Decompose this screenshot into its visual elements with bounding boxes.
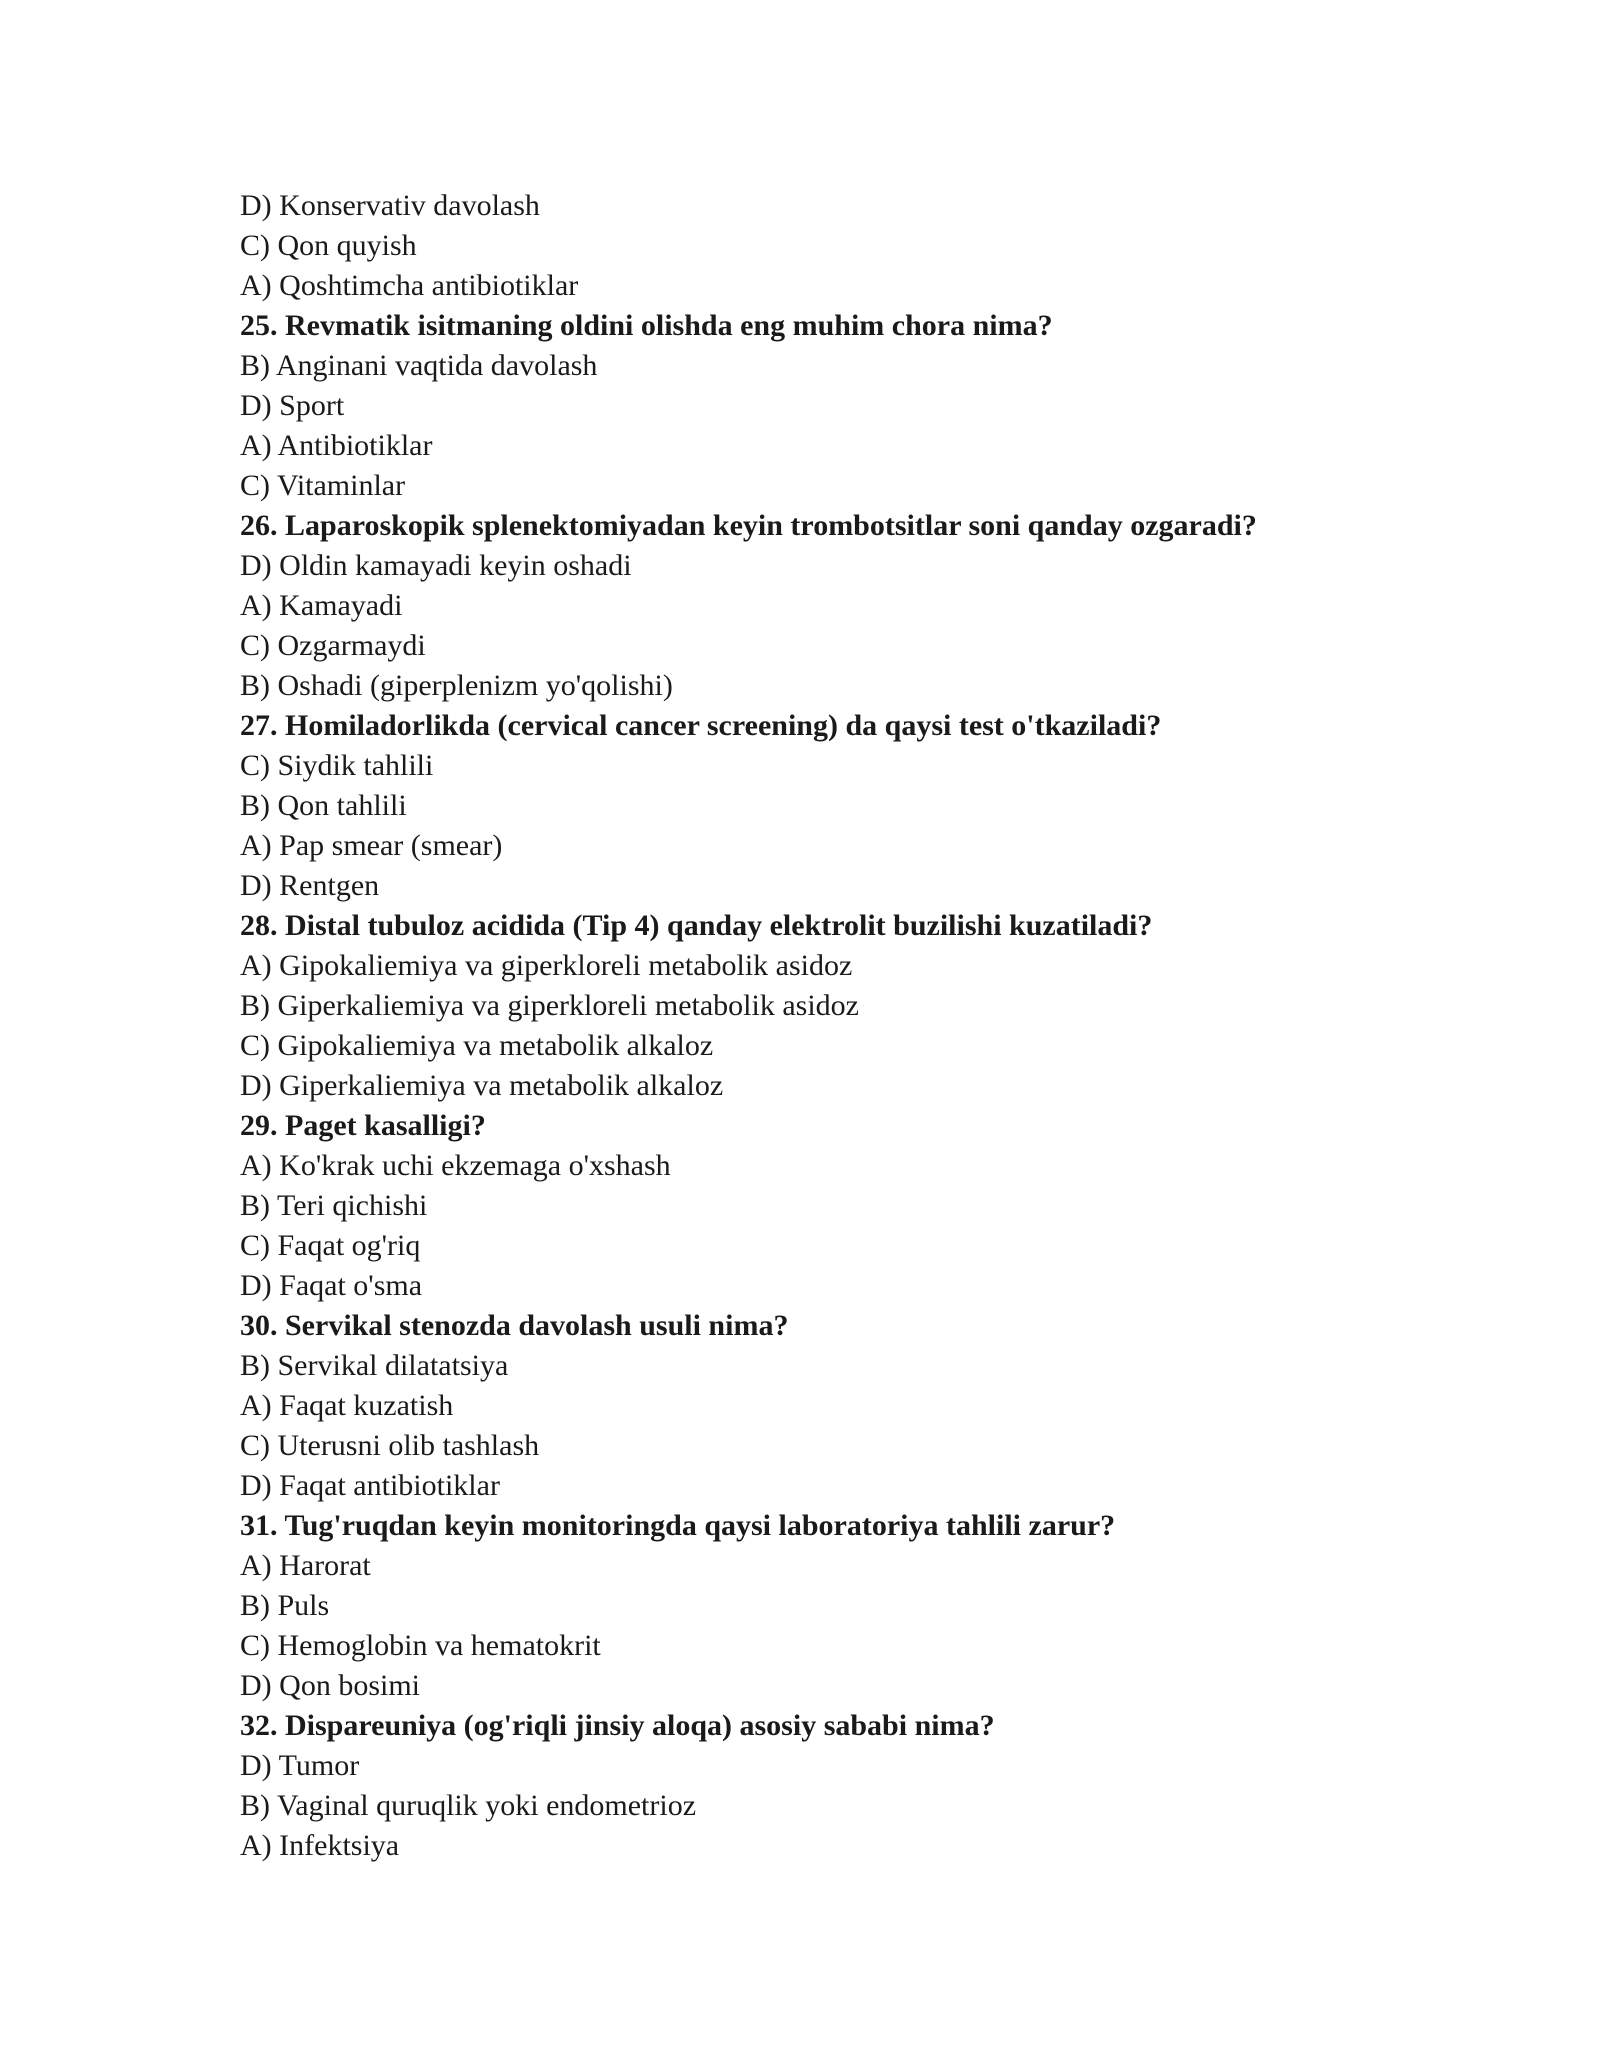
question-heading: 32. Dispareuniya (og'riqli jinsiy aloqa) asosiy sababi nima?	[240, 1709, 995, 1742]
answer-option: C) Vitaminlar	[240, 469, 406, 502]
answer-option: A) Antibiotiklar	[240, 429, 433, 462]
answer-option: D) Qon bosimi	[240, 1669, 420, 1702]
answer-option: A) Ko'krak uchi ekzemaga o'xshash	[240, 1149, 671, 1182]
answer-option: D) Tumor	[240, 1749, 360, 1782]
question-heading: 26. Laparoskopik splenektomiyadan keyin trombotsitlar soni qanday ozgaradi?	[240, 509, 1257, 542]
answer-option: D) Faqat o'sma	[240, 1269, 423, 1302]
answer-option: D) Giperkaliemiya va metabolik alkaloz	[240, 1069, 724, 1102]
answer-option: B) Puls	[240, 1589, 330, 1622]
answer-option: B) Teri qichishi	[240, 1189, 428, 1222]
question-heading: 31. Tug'ruqdan keyin monitoringda qaysi laboratoriya tahlili zarur?	[240, 1509, 1116, 1542]
answer-option: C) Gipokaliemiya va metabolik alkaloz	[240, 1029, 714, 1062]
answer-option: A) Faqat kuzatish	[240, 1389, 454, 1422]
answer-option: B) Qon tahlili	[240, 789, 407, 822]
answer-option: C) Faqat og'riq	[240, 1229, 421, 1262]
answer-option: D) Rentgen	[240, 869, 380, 902]
question-heading: 30. Servikal stenozda davolash usuli nima?	[240, 1309, 789, 1342]
question-heading: 27. Homiladorlikda (cervical cancer screening) da qaysi test o'tkaziladi?	[240, 709, 1162, 742]
answer-option: A) Infektsiya	[240, 1829, 400, 1862]
document-body	[240, 186, 1440, 1866]
question-heading: 29. Paget kasalligi?	[240, 1109, 486, 1142]
answer-option: B) Oshadi (giperplenizm yo'qolishi)	[240, 669, 673, 702]
answer-option: C) Siydik tahlili	[240, 749, 434, 782]
answer-option: D) Sport	[240, 389, 345, 422]
answer-option: C) Qon quyish	[240, 229, 417, 262]
answer-option: D) Faqat antibiotiklar	[240, 1469, 500, 1502]
answer-option: A) Gipokaliemiya va giperkloreli metabolik asidoz	[240, 949, 853, 982]
question-heading: 25. Revmatik isitmaning oldini olishda eng muhim chora nima?	[240, 309, 1053, 342]
answer-option: A) Pap smear (smear)	[240, 829, 503, 862]
answer-option: C) Hemoglobin va hematokrit	[240, 1629, 601, 1662]
answer-option: D) Konservativ davolash	[240, 189, 540, 222]
answer-option: B) Giperkaliemiya va giperkloreli metabolik asidoz	[240, 989, 859, 1022]
question-heading: 28. Distal tubuloz acidida (Tip 4) qanday elektrolit buzilishi kuzatiladi?	[240, 909, 1153, 942]
answer-option: A) Kamayadi	[240, 589, 403, 622]
answer-option: B) Servikal dilatatsiya	[240, 1349, 509, 1382]
answer-option: A) Harorat	[240, 1549, 371, 1582]
answer-option: B) Vaginal quruqlik yoki endometrioz	[240, 1789, 697, 1822]
answer-option: D) Oldin kamayadi keyin oshadi	[240, 549, 632, 582]
answer-option: C) Uterusni olib tashlash	[240, 1429, 540, 1462]
answer-option: B) Anginani vaqtida davolash	[240, 349, 598, 382]
answer-option: C) Ozgarmaydi	[240, 629, 426, 662]
answer-option: A) Qoshtimcha antibiotiklar	[240, 269, 579, 302]
